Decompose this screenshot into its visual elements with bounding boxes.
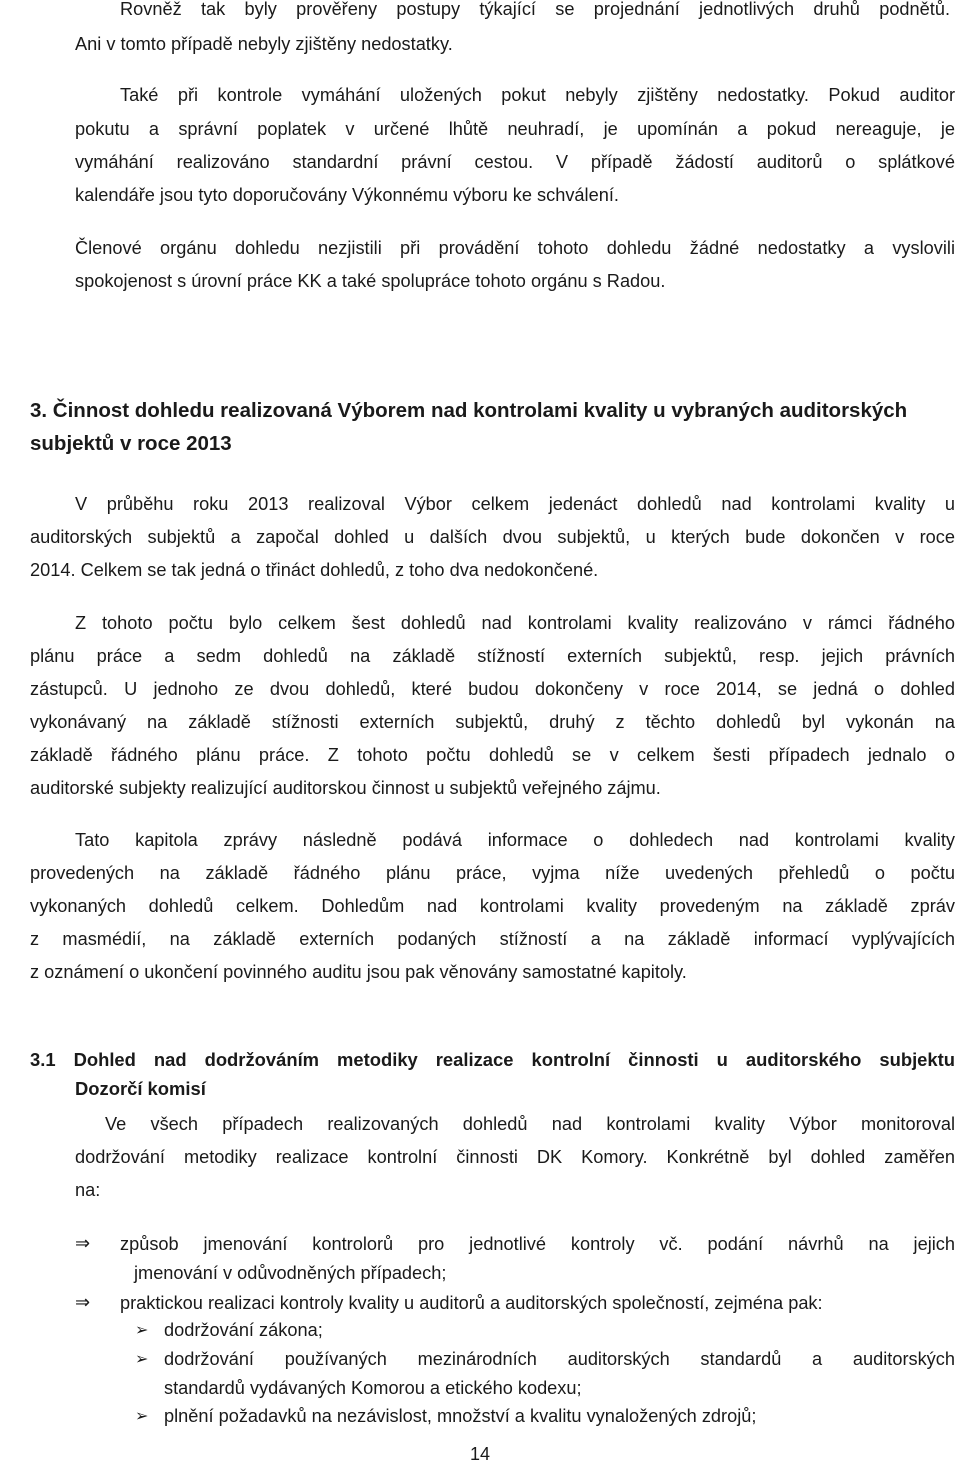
list-item: praktickou realizaci kontroly kvality u auditorů a auditorských společností, zejména pak: [120,1293,823,1313]
subsection-heading: Dozorčí komisí [75,1078,206,1099]
list-item: způsob jmenování kontrolorů pro jednotlivé kontroly vč. podání návrhů na jejich [120,1234,955,1254]
paragraph-line: pokutu a správní poplatek v určené lhůtě neuhradí, je upomínán a pokud nereaguje, je [75,119,955,139]
paragraph-line: z masmédií, na základě externích podaných stížností a na základě informací vyplývajících [30,929,955,949]
paragraph-line: na: [75,1180,101,1200]
paragraph-line: provedených na základě řádného plánu práce, vyjma níže uvedených přehledů o počtu [30,863,955,883]
paragraph-line: vymáhání realizováno standardní právní cestou. V případě žádostí auditorů o splátkové [75,152,955,172]
paragraph-line: auditorských subjektů a započal dohled u dalších dvou subjektů, u kterých bude dokončen v roce [30,527,955,547]
arrow-bullet-icon: ⇒ [75,1233,91,1254]
sub-list-item: dodržování používaných mezinárodních auditorských standardů a auditorských [164,1349,955,1369]
paragraph-line: Ve všech případech realizovaných dohledů nad kontrolami kvality Výbor monitoroval [105,1114,955,1134]
paragraph-line: vykonávaný na základě stížnosti externích subjektů, druhý z těchto dohledů byl vykonán na [30,712,955,732]
page-number: 14 [469,1444,491,1464]
paragraph-line: Tato kapitola zprávy následně podává informace o dohledech nad kontrolami kvality [75,830,955,850]
subsection-heading: 3.1 Dohled nad dodržováním metodiky realizace kontrolní činnosti u auditorského subjektu [30,1049,955,1070]
list-item: jmenování v odůvodněných případech; [134,1263,447,1283]
chevron-bullet-icon: ➢ [135,1349,149,1368]
sub-list-item: standardů vydávaných Komorou a etického kodexu; [164,1378,582,1398]
paragraph-line: Rovněž tak byly prověřeny postupy týkající se projednání jednotlivých druhů podnětů. [120,0,950,19]
paragraph-line: Také při kontrole vymáhání uložených pokut nebyly zjištěny nedostatky. Pokud auditor [120,85,955,105]
paragraph-line: kalendáře jsou tyto doporučovány Výkonnému výboru ke schválení. [75,185,619,205]
paragraph-line: auditorské subjekty realizující auditorskou činnost u subjektů veřejného zájmu. [30,778,661,798]
paragraph-line: Členové orgánu dohledu nezjistili při provádění tohoto dohledu žádné nedostatky a vyslovili [75,238,955,258]
arrow-bullet-icon: ⇒ [75,1292,91,1313]
paragraph-line: spokojenost s úrovní práce KK a také spolupráce tohoto orgánu s Radou. [75,271,666,291]
paragraph-line: Ani v tomto případě nebyly zjištěny nedostatky. [75,34,453,54]
section-heading: 3. Činnost dohledu realizovaná Výborem nad kontrolami kvality u vybraných auditorských [30,399,908,422]
section-heading: subjektů v roce 2013 [30,432,232,455]
paragraph-line: plánu práce a sedm dohledů na základě stížností externích subjektů, resp. jejich právních [30,646,955,666]
paragraph-line: z oznámení o ukončení povinného auditu jsou pak věnovány samostatné kapitoly. [30,962,687,982]
paragraph-line: dodržování metodiky realizace kontrolní činnosti DK Komory. Konkrétně byl dohled zaměřen [75,1147,955,1167]
chevron-bullet-icon: ➢ [135,1406,149,1425]
paragraph-line: V průběhu roku 2013 realizoval Výbor celkem jedenáct dohledů nad kontrolami kvality u [75,494,955,514]
paragraph-line: Z tohoto počtu bylo celkem šest dohledů nad kontrolami kvality realizováno v rámci řádného [75,613,955,633]
sub-list-item: dodržování zákona; [164,1320,323,1340]
chevron-bullet-icon: ➢ [135,1320,149,1339]
paragraph-line: zástupců. U jednoho ze dvou dohledů, které budou dokončeny v roce 2014, se jedná o dohled [30,679,955,699]
sub-list-item: plnění požadavků na nezávislost, množství a kvalitu vynaložených zdrojů; [164,1406,757,1426]
paragraph-line: vykonaných dohledů celkem. Dohledům nad kontrolami kvality provedeným na základě zpráv [30,896,955,916]
paragraph-line: 2014. Celkem se tak jedná o třináct dohledů, z toho dva nedokončené. [30,560,599,580]
paragraph-line: základě řádného plánu práce. Z tohoto počtu dohledů se v celkem šesti případech jednalo o [30,745,955,765]
